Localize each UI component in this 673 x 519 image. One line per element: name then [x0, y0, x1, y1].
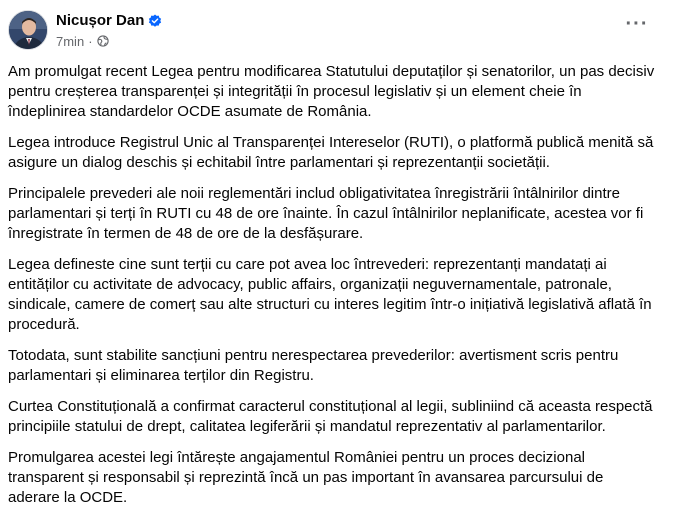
author-name[interactable]: Nicușor Dan — [56, 12, 145, 29]
post-paragraph: Totodata, sunt stabilite sancțiuni pentru nerespectarea prevederilor: avertisment scris pentru parlamentari și eliminarea terților din Registru. — [8, 347, 619, 384]
verified-badge-icon — [148, 14, 162, 28]
post-body — [8, 62, 656, 519]
post-paragraph: Am promulgat recent Legea pentru modificarea Statutului deputaților și senatorilor, un pas decisiv pentru creșterea transparenței și integrității în procesul legislativ și un element cheie în îndeplinirea standardelor OCDE asumate de România. — [8, 63, 655, 120]
post-paragraph: Promulgarea acestei legi întărește angajamentul României pentru un proces decizional transparent și responsabil și reprezintă încă un pas important în avansarea parcursului de aderare la OCDE. — [8, 449, 604, 506]
post-timestamp[interactable]: 7min — [56, 33, 85, 49]
avatar-photo-icon — [9, 11, 48, 50]
author-avatar[interactable] — [8, 10, 48, 50]
post-paragraph: Legea defineste cine sunt terții cu care pot avea loc întrevederi: reprezentanți mandatați ai entităților cu activitate de advocacy, public affairs, organizații neguvernamentale, patronale, sindicale, camere de comerț sau alte structuri cu interes legitim într-o inițiativă legislativă aflată în procedură. — [8, 256, 652, 333]
author-row — [56, 11, 162, 31]
post-paragraph: Legea introduce Registrul Unic al Transparenței Intereselor (RUTI), o platformă publică menită să asigure un dialog deschis și echitabil între parlamentari și reprezentanții societății. — [8, 134, 654, 171]
globe-icon[interactable] — [97, 35, 109, 47]
post-meta — [56, 11, 162, 50]
post-header — [8, 8, 162, 52]
post-time-row — [56, 33, 162, 50]
meta-separator: · — [88, 33, 93, 49]
post-paragraph: Principalele prevederi ale noii reglementări includ obligativitatea înregistrării întâlnirilor dintre parlamentari și terți în RUTI cu 48 de ore înainte. În cazul întâlnirilor neplanificate, acestea vor fi înregistrate în termen de 48 de ore de la desfășurare. — [8, 185, 644, 242]
more-options-icon[interactable]: ··· — [625, 12, 649, 35]
post-paragraph: Curtea Constituțională a confirmat caracterul constituțional al legii, subliniind că aceasta respectă principiile statului de drept, calitatea legiferării și mandatul reprezentativ al parlamentarilor. — [8, 398, 653, 435]
